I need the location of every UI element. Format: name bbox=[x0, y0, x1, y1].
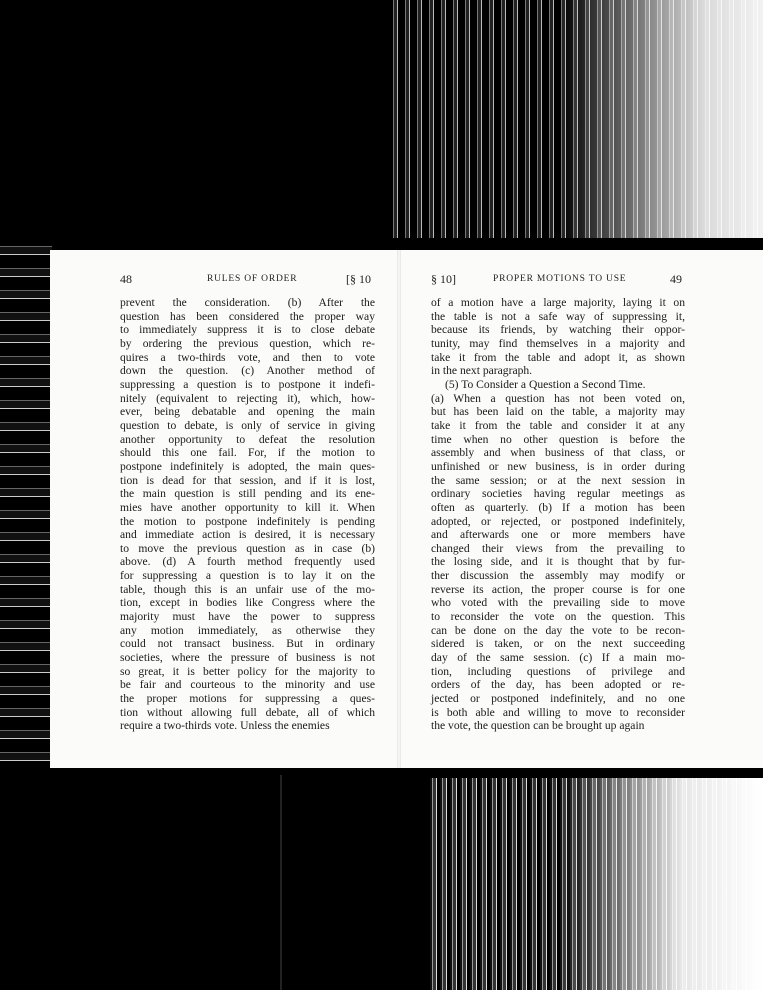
left-page bbox=[50, 250, 397, 768]
text-line: to move the previous question as in case (b) bbox=[120, 541, 375, 555]
text-line: the main question is still pending and its ene- bbox=[120, 487, 375, 501]
text-line: ordinary societies having regular meetings as bbox=[431, 487, 685, 501]
scan-glare-top bbox=[560, 0, 763, 238]
text-line: tion is dead for that session, and if it is lost, bbox=[120, 473, 375, 487]
text-line: mies have another opportunity to kill it. When bbox=[120, 500, 375, 514]
text-line: reverse its action, the proper course is for one bbox=[431, 582, 685, 596]
text-line: question to debate, is only of service in giving bbox=[120, 418, 375, 432]
text-line: can be done on the day the vote to be recon- bbox=[431, 623, 685, 637]
text-line: and afterwards one or more members have bbox=[431, 528, 685, 542]
text-line: to immediately suppress it is to close debate bbox=[120, 323, 375, 337]
text-line: any motion immediately, as otherwise they bbox=[120, 623, 375, 637]
text-line: but has been laid on the table, a majority may bbox=[431, 405, 685, 419]
text-line: take it from the table and adopt it, as shown bbox=[431, 350, 685, 364]
text-line: above. (d) A fourth method frequently used bbox=[120, 555, 375, 569]
text-line: and immediate action is desired, it is necessary bbox=[120, 528, 375, 542]
section-ref: § 10] bbox=[431, 272, 456, 286]
page-body bbox=[431, 296, 685, 733]
text-line: majority must have the power to suppress bbox=[120, 610, 375, 624]
text-line: jected or postponed indefinitely, and no one bbox=[431, 692, 685, 706]
page-number: 48 bbox=[120, 272, 132, 286]
right-page bbox=[401, 250, 763, 768]
text-line: tion, except in bodies like Congress where the bbox=[120, 596, 375, 610]
text-line: be fair and courteous to the minority and use bbox=[120, 678, 375, 692]
text-line: require a two-thirds vote. Unless the enemies bbox=[120, 719, 330, 733]
text-line: another opportunity to defeat the resolution bbox=[120, 432, 375, 446]
text-line: unfinished or new business, is in order during bbox=[431, 459, 685, 473]
scan-edge-left bbox=[0, 240, 52, 770]
text-line: table, though this is an unfair use of the mo- bbox=[120, 582, 375, 596]
text-line: suppressing a question is to postpone it indefi- bbox=[120, 377, 375, 391]
text-line: question has been considered the proper way bbox=[120, 309, 375, 323]
text-line: the losing side, and it is thought that by fur- bbox=[431, 555, 685, 569]
text-line: nitely (equivalent to rejecting it), which, how- bbox=[120, 391, 375, 405]
text-line: societies, where the pressure of business is not bbox=[120, 651, 375, 665]
text-line: the same session; or at the next session in bbox=[431, 473, 685, 487]
page-body bbox=[120, 296, 375, 733]
text-line: ther discussion the assembly may modify or bbox=[431, 569, 685, 583]
scan-line bbox=[280, 775, 282, 990]
text-line: changed their views from the prevailing to bbox=[431, 541, 685, 555]
text-line: prevent the consideration. (b) After the bbox=[120, 296, 375, 309]
text-line: to reconsider the vote on the question. This bbox=[431, 610, 685, 624]
text-line: tunity, may find themselves in a majority and bbox=[431, 336, 685, 350]
text-line: down the question. (c) Another method of bbox=[120, 364, 375, 378]
text-line: (a) When a question has not been voted on, bbox=[431, 391, 685, 405]
running-head: RULES OF ORDER bbox=[207, 274, 298, 284]
text-line: (5) To Consider a Question a Second Time. bbox=[445, 377, 646, 391]
text-line: should this one fail. For, if the motion to bbox=[120, 446, 375, 460]
scan-glare-bottom bbox=[560, 778, 763, 990]
text-line: of a motion have a large majority, laying it on bbox=[431, 296, 685, 309]
text-line: tion without allowing full debate, all of which bbox=[120, 705, 375, 719]
text-line: quires a two-thirds vote, and then to vote bbox=[120, 350, 375, 364]
text-line: the table is not a safe way of suppressing it, bbox=[431, 309, 685, 323]
section-ref: [§ 10 bbox=[346, 272, 371, 286]
text-line: day of the same session. (c) If a main mo- bbox=[431, 651, 685, 665]
text-line: by ordering the previous question, which re- bbox=[120, 336, 375, 350]
text-line: time when no other question is before the bbox=[431, 432, 685, 446]
text-line: for suppressing a question is to lay it on the bbox=[120, 569, 375, 583]
text-line: the vote, the question can be brought up again bbox=[431, 719, 645, 733]
text-line: assembly and when business of that class, or bbox=[431, 446, 685, 460]
text-line: postpone indefinitely is adopted, the main ques- bbox=[120, 459, 375, 473]
text-line: often as quarterly. (b) If a motion has been bbox=[431, 500, 685, 514]
text-line: could not transact business. But in ordinary bbox=[120, 637, 375, 651]
page-number: 49 bbox=[670, 272, 682, 286]
running-head: PROPER MOTIONS TO USE bbox=[493, 274, 627, 284]
text-line: is both able and willing to move to reconsider bbox=[431, 705, 685, 719]
text-line: adopted, or rejected, or postponed indefinitely, bbox=[431, 514, 685, 528]
text-line: so great, it is better policy for the majority to bbox=[120, 664, 375, 678]
text-line: tion, including questions of privilege and bbox=[431, 664, 685, 678]
text-line: the proper motions for suppressing a ques- bbox=[120, 692, 375, 706]
text-line: sidered is taken, or on the next succeeding bbox=[431, 637, 685, 651]
book-spread bbox=[50, 250, 763, 768]
text-line: orders of the day, has been adopted or re- bbox=[431, 678, 685, 692]
text-line: ever, being debatable and opening the main bbox=[120, 405, 375, 419]
text-line: the motion to postpone indefinitely is pending bbox=[120, 514, 375, 528]
text-line: take it from the table and consider it at any bbox=[431, 418, 685, 432]
text-line: because its friends, by watching their oppor- bbox=[431, 323, 685, 337]
text-line: in the next paragraph. bbox=[431, 364, 533, 378]
text-line: who voted with the prevailing side to move bbox=[431, 596, 685, 610]
